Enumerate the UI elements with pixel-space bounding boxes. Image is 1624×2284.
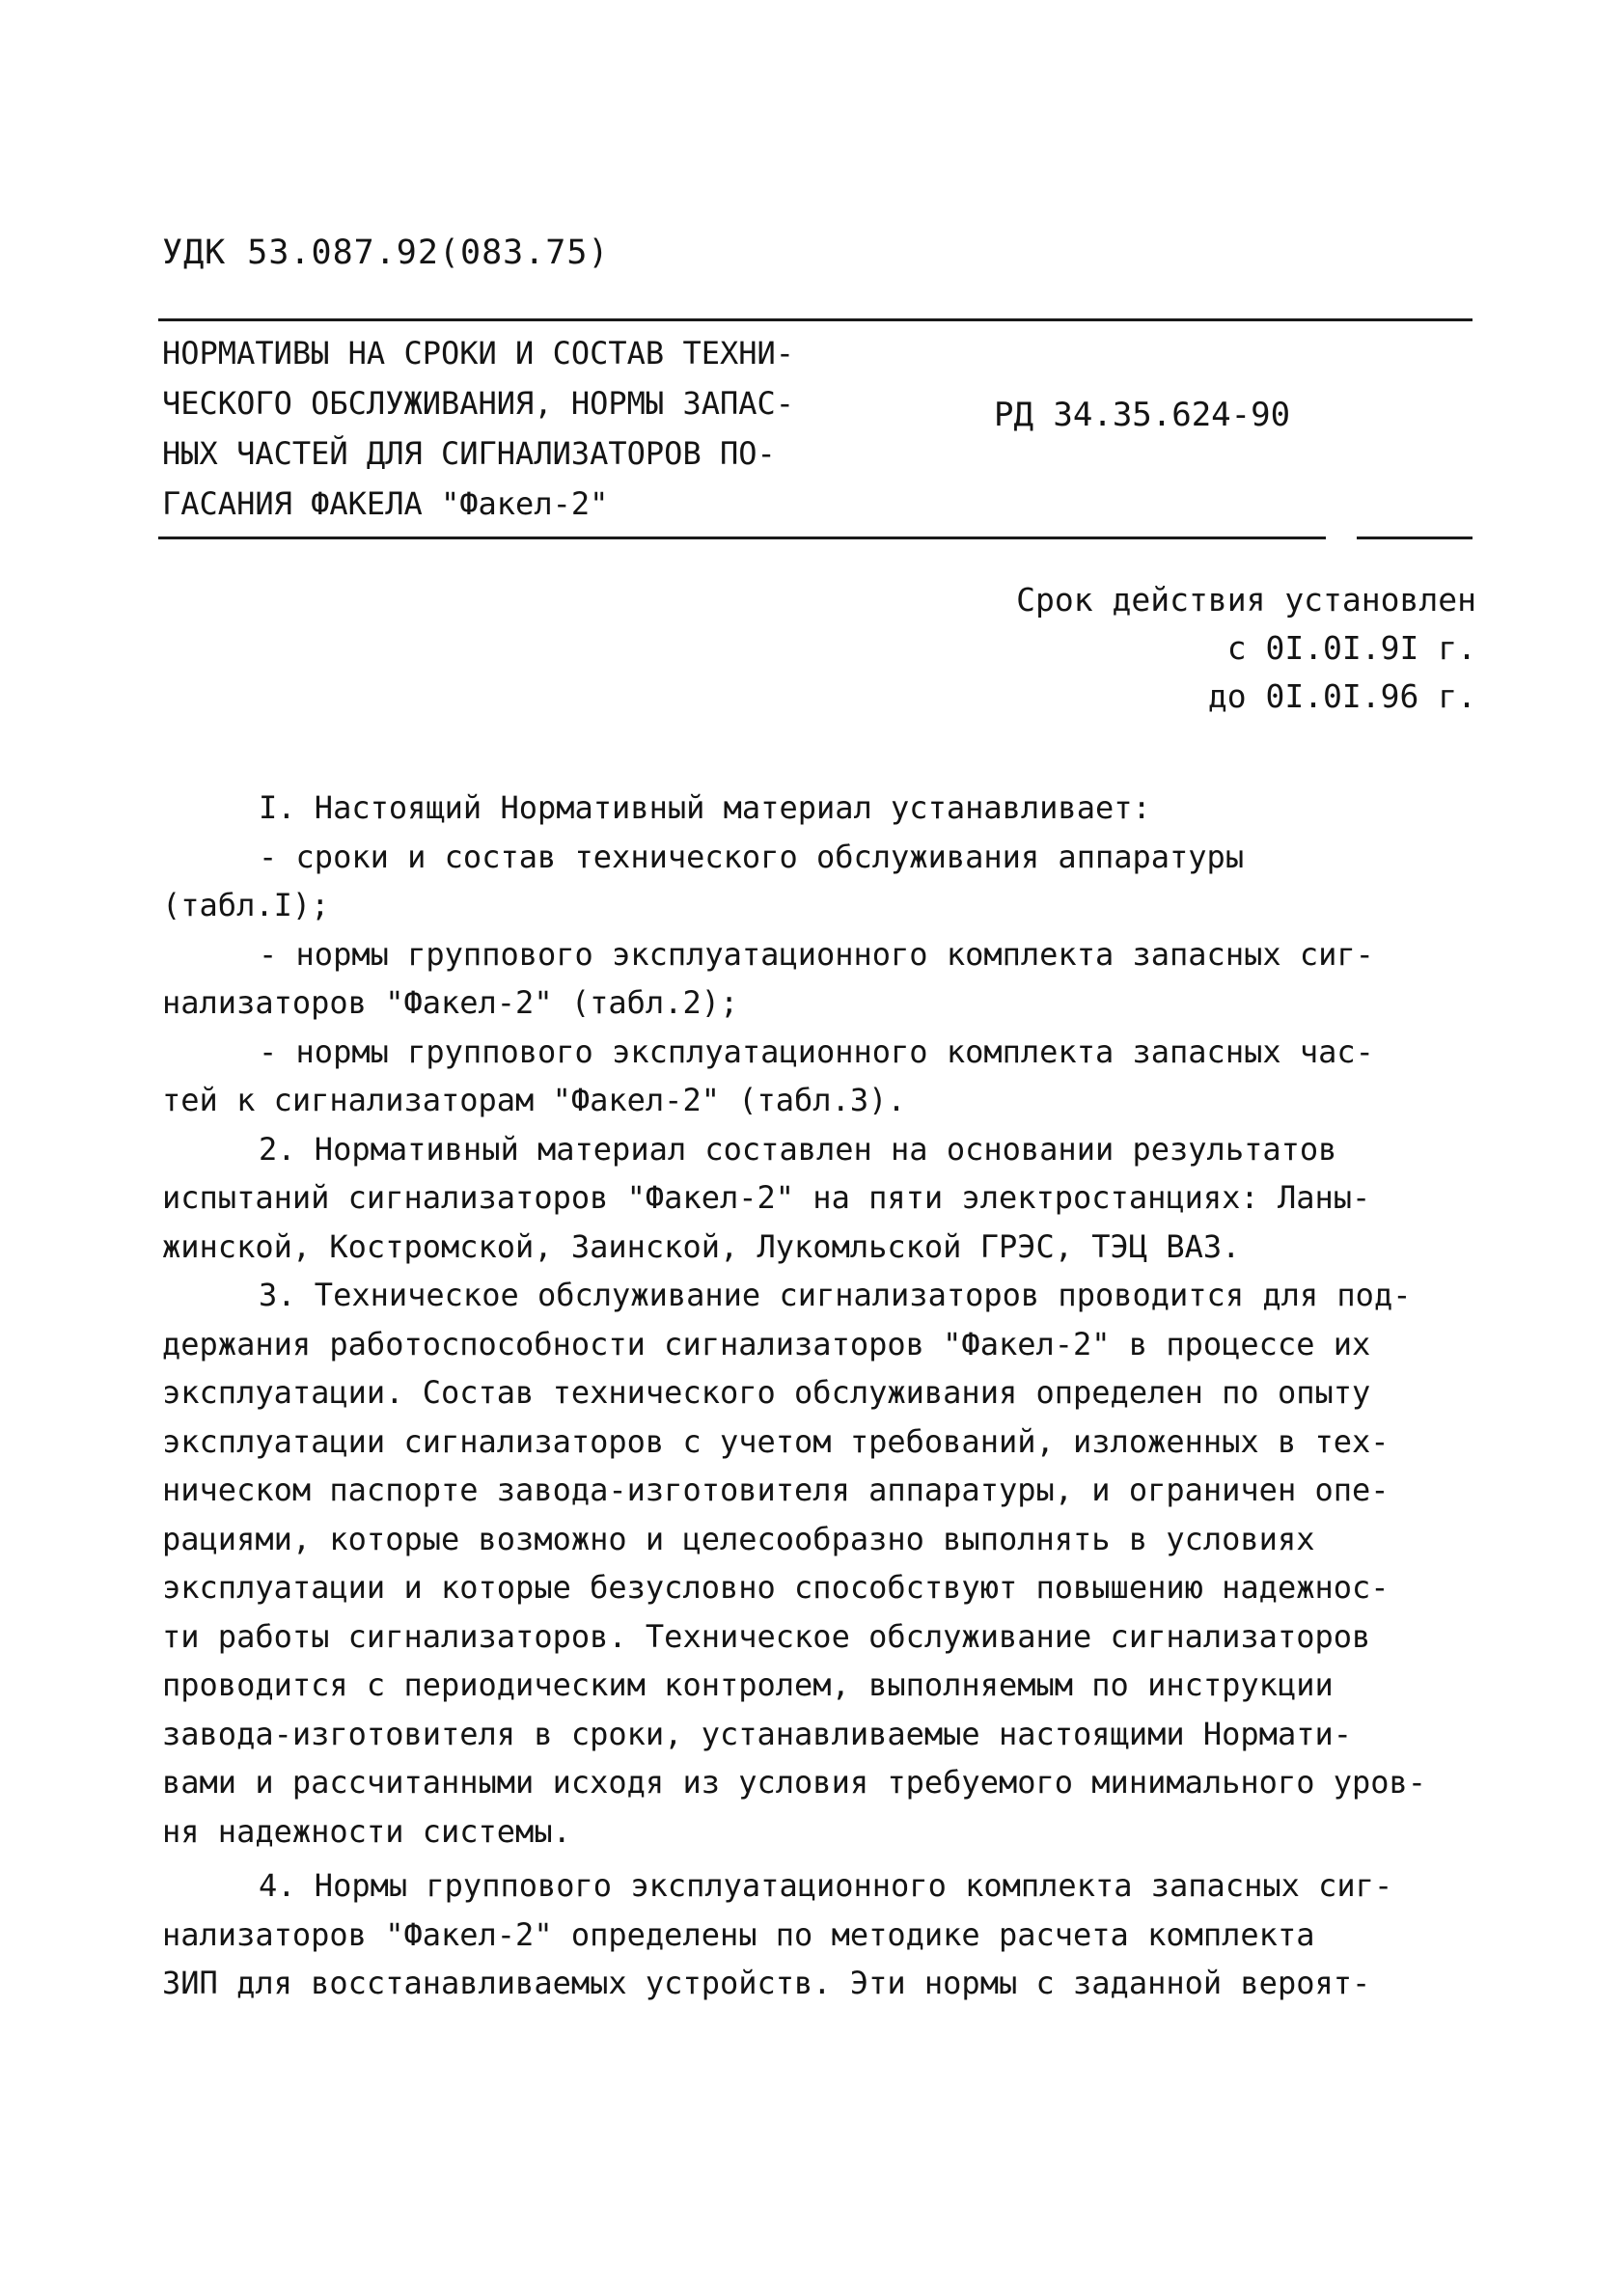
body-line: ня надежности системы. [162,1812,571,1850]
body-line: 3. Техническое обслуживание сигнализаторов проводится для под- [259,1277,1412,1313]
body-line: 2. Нормативный материал составлен на основании результатов [259,1130,1337,1168]
title-line: НОРМАТИВЫ НА СРОКИ И СОСТАВ ТЕХНИ- [162,335,795,371]
body-line: рациями, которые возможно и целесообразно выполнять в условиях [162,1520,1315,1557]
document-body [162,784,1513,2008]
body-line: ЗИП для восстанавливаемых устройств. Эти нормы с заданной вероят- [162,1965,1371,2001]
body-line: держания работоспособности сигнализаторов "Факел-2" в процессе их [162,1325,1371,1362]
body-line: - нормы группового эксплуатационного комплекта запасных час- [259,1032,1374,1070]
body-line: нализаторов "Факел-2" (табл.2); [162,984,739,1021]
body-line: нализаторов "Факел-2" определены по методике расчета комплекта [162,1915,1315,1953]
body-line: испытаний сигнализаторов "Факел-2" на пяти электростанциях: Ланы- [162,1179,1371,1216]
body-line: тей к сигнализаторам "Факел-2" (табл.3). [162,1082,906,1118]
validity-period [975,576,1476,721]
body-line: - нормы группового эксплуатационного комплекта запасных сиг- [259,935,1374,973]
body-line: ти работы сигнализаторов. Техническое обслуживание сигнализаторов [162,1617,1371,1655]
body-line: жинской, Костромской, Заинской, Лукомльской ГРЭС, ТЭЦ ВАЗ. [162,1227,1241,1265]
title-line: ЧЕСКОГО ОБСЛУЖИВАНИЯ, НОРМЫ ЗАПАС- [162,385,795,422]
body-line: вами и рассчитанными исходя из условия требуемого минимального уров- [162,1764,1427,1801]
body-line: I. Настоящий Нормативный материал устанавливает: [259,789,1151,826]
body-line: 4. Нормы группового эксплуатационного комплекта запасных сиг- [259,1867,1393,1904]
document-code: РД 34.35.624-90 [994,396,1291,434]
title-line: ГАСАНИЯ ФАКЕЛА "Факел-2" [162,485,609,522]
udk-code: УДК 53.087.92(083.75) [162,234,610,272]
title-line: НЫХ ЧАСТЕЙ ДЛЯ СИГНАЛИЗАТОРОВ ПО- [162,435,776,472]
document-title [162,328,876,529]
body-line: эксплуатации. Состав технического обслуживания определен по опыту [162,1374,1371,1411]
top-rule [158,318,1473,321]
body-line: эксплуатации и которые безусловно способствуют повышению надежнос- [162,1569,1390,1606]
validity-from: с 0I.0I.9I г. [1226,629,1476,667]
bottom-rule-right [1357,537,1473,539]
body-line: ническом паспорте завода-изготовителя аппаратуры, и ограничен опе- [162,1472,1390,1508]
body-line: (табл.I); [162,887,330,923]
validity-label: Срок действия установлен [1016,581,1476,619]
bottom-rule-left [158,537,1326,539]
validity-to: до 0I.0I.96 г. [1207,677,1476,715]
body-line: завода-изготовителя в сроки, устанавливаемые настоящими Нормати- [162,1715,1352,1752]
body-line: - сроки и состав технического обслуживания аппаратуры [259,838,1245,875]
body-line: проводится с периодическим контролем, выполняемым по инструкции [162,1666,1334,1703]
body-line: эксплуатации сигнализаторов с учетом требований, изложенных в тех- [162,1422,1390,1460]
